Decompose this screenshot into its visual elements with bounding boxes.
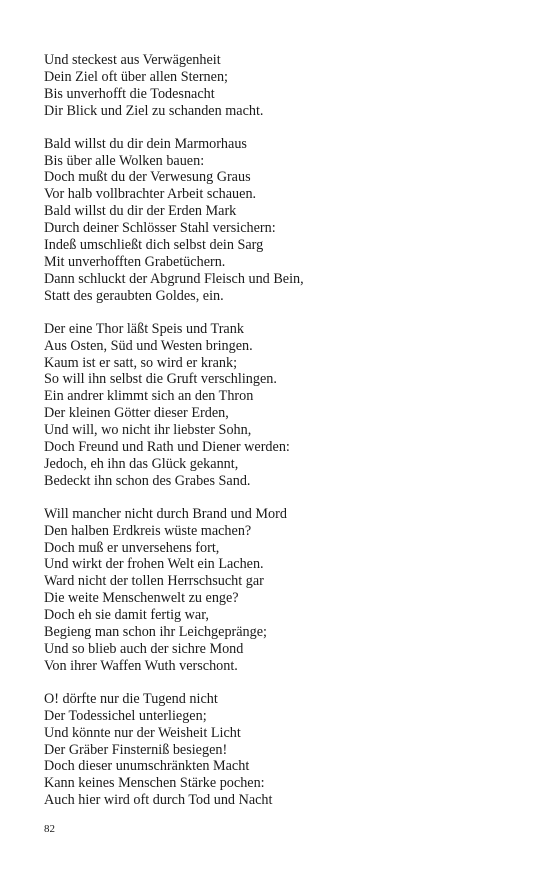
verse-line: Und wirkt der frohen Welt ein Lachen. (44, 556, 264, 573)
verse-line: Von ihrer Waffen Wuth verschont. (44, 657, 238, 674)
verse-line: O! dörfte nur die Tugend nicht (44, 690, 218, 707)
verse-line: Der kleinen Götter dieser Erden, (44, 405, 229, 422)
verse-line: Der Todessichel unterliegen; (44, 707, 207, 724)
verse-line: Die weite Menschenwelt zu enge? (44, 590, 239, 607)
verse-line: Bis unverhofft die Todesnacht (44, 85, 215, 102)
stanza-3 (44, 321, 524, 490)
verse-line: Kaum ist er satt, so wird er krank; (44, 354, 238, 371)
verse-line: Mit unverhofften Grabetüchern. (44, 253, 226, 270)
verse-line: Und steckest aus Verwägenheit (44, 52, 221, 68)
verse-line: Indeß umschließt dich selbst dein Sarg (44, 237, 264, 254)
verse-line: Durch deiner Schlösser Stahl versichern: (44, 220, 276, 237)
verse-line: Bald willst du dir dein Marmorhaus (44, 135, 247, 152)
verse-line: Doch muß er unversehens fort, (44, 539, 220, 556)
stanza-2 (44, 136, 524, 305)
stanza-4 (44, 506, 524, 675)
stanza-1 (44, 52, 524, 120)
verse-line: Und könnte nur der Weisheit Licht (44, 724, 241, 741)
verse-line: Will mancher nicht durch Brand und Mord (44, 505, 287, 522)
verse-line: Kann keines Menschen Stärke pochen: (44, 775, 265, 792)
page-number: 82 (44, 823, 55, 835)
verse-line: Dein Ziel oft über allen Sternen; (44, 68, 228, 85)
verse-line: Und so blieb auch der sichre Mond (44, 641, 244, 657)
verse-line: Der Gräber Finsterniß besiegen! (44, 741, 228, 758)
verse-line: Jedoch, eh ihn das Glück gekannt, (44, 455, 239, 472)
verse-line: Auch hier wird oft durch Tod und Nacht (44, 792, 273, 809)
verse-line: Und will, wo nicht ihr liebster Sohn, (44, 422, 252, 439)
verse-line: Doch eh sie damit fertig war, (44, 607, 209, 624)
verse-line: So will ihn selbst die Gruft verschlingen. (44, 371, 277, 388)
verse-line: Ward nicht der tollen Herrschsucht gar (44, 573, 264, 590)
verse-line: Aus Osten, Süd und Westen bringen. (44, 337, 253, 354)
verse-line: Begieng man schon ihr Leichgepränge; (44, 624, 267, 641)
verse-line: Bedeckt ihn schon des Grabes Sand. (44, 472, 251, 489)
verse-line: Statt des geraubten Goldes, ein. (44, 287, 224, 304)
verse-line: Der eine Thor läßt Speis und Trank (44, 320, 244, 337)
verse-line: Dann schluckt der Abgrund Fleisch und Bein, (44, 270, 304, 287)
verse-line: Dir Blick und Ziel zu schanden macht. (44, 102, 264, 119)
stanza-5 (44, 691, 524, 809)
verse-line: Vor halb vollbrachter Arbeit schauen. (44, 186, 257, 203)
verse-line: Doch dieser unumschränkten Macht (44, 758, 250, 775)
verse-line: Bis über alle Wolken bauen: (44, 152, 205, 169)
verse-line: Ein andrer klimmt sich an den Thron (44, 388, 254, 405)
verse-line: Den halben Erdkreis wüste machen? (44, 522, 252, 539)
poem-text (44, 52, 524, 825)
verse-line: Bald willst du dir der Erden Mark (44, 203, 237, 220)
verse-line: Doch Freund und Rath und Diener werden: (44, 439, 290, 456)
verse-line: Doch mußt du der Verwesung Graus (44, 169, 251, 186)
